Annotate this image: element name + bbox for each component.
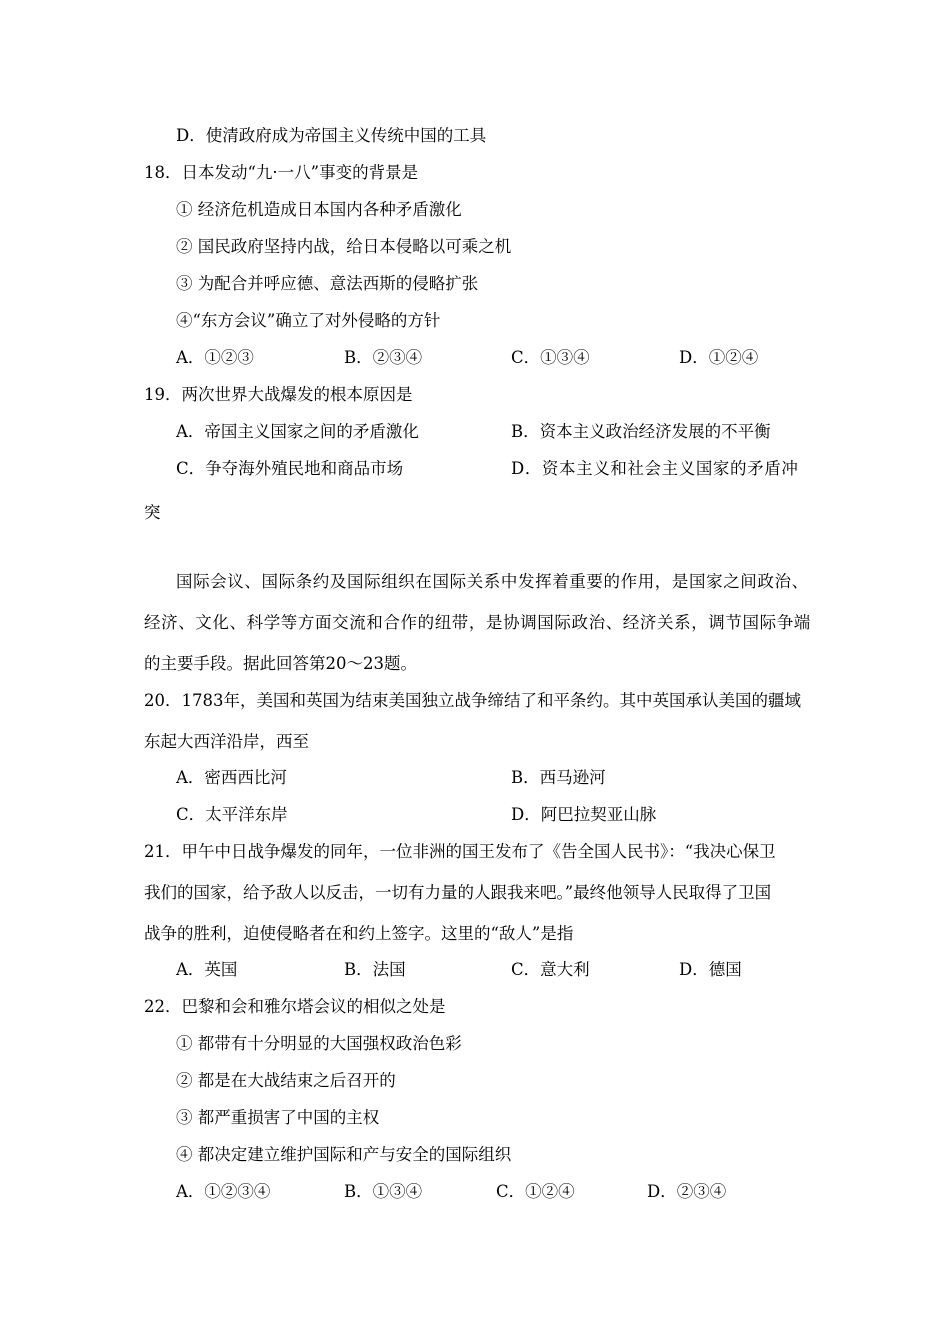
- q22-option-c: C．①②④: [496, 1182, 575, 1201]
- q19-option-a: A．帝国主义国家之间的矛盾激化: [176, 422, 419, 441]
- q19-stem: 19．两次世界大战爆发的根本原因是: [144, 385, 413, 404]
- q21-stem-line-3: 战争的胜利，迫使侵略者在和约上签字。这里的“敌人”是指: [144, 924, 574, 943]
- q22-option-a: A．①②③④: [176, 1182, 271, 1201]
- q20-option-b: B．西马逊河: [511, 768, 606, 787]
- q18-item-3: ③ 为配合并呼应德、意法西斯的侵略扩张: [176, 274, 479, 293]
- q18-option-b: B．②③④: [344, 348, 423, 367]
- q20-stem-line-2: 东起大西洋沿岸，西至: [144, 732, 309, 751]
- intro-line-2: 经济、文化、科学等方面交流和合作的纽带，是协调国际政治、经济关系，调节国际争端: [144, 613, 811, 632]
- q21-option-c: C．意大利: [511, 960, 590, 979]
- q18-option-c: C．①③④: [511, 348, 590, 367]
- q18-option-a: A．①②③: [176, 348, 254, 367]
- q20-option-a: A．密西西比河: [176, 768, 287, 787]
- q22-item-1: ① 都带有十分明显的大国强权政治色彩: [176, 1034, 462, 1053]
- q22-item-3: ③ 都严重损害了中国的主权: [176, 1108, 380, 1127]
- q19-option-c: C．争夺海外殖民地和商品市场: [176, 459, 404, 478]
- q20-option-d: D．阿巴拉契亚山脉: [511, 805, 657, 824]
- q19-option-d-wrap: 突: [144, 503, 161, 522]
- q21-stem-line-2: 我们的国家，给予敌人以反击，一切有力量的人跟我来吧。”最终他领导人民取得了卫国: [144, 883, 772, 902]
- intro-line-3: 的主要手段。据此回答第20～23题。: [144, 654, 417, 673]
- q19-option-d: D．资本主义和社会主义国家的矛盾冲: [511, 459, 799, 478]
- q18-item-2: ② 国民政府坚持内战，给日本侵略以可乘之机: [176, 237, 512, 256]
- q22-item-2: ② 都是在大战结束之后召开的: [176, 1071, 396, 1090]
- q20-option-c: C．太平洋东岸: [176, 805, 288, 824]
- q20-stem-line-1: 20．1783年，美国和英国为结束美国独立战争缔结了和平条约。其中英国承认美国的疆域: [144, 691, 801, 710]
- q18-item-4: ④“东方会议”确立了对外侵略的方针: [176, 311, 441, 330]
- q21-option-d: D．德国: [679, 960, 742, 979]
- q18-option-d: D．①②④: [679, 348, 759, 367]
- q21-stem-line-1: 21．甲午中日战争爆发的同年，一位非洲的国王发布了《告全国人民书》：“我决心保卫: [144, 842, 776, 861]
- intro-line-1: 国际会议、国际条约及国际组织在国际关系中发挥着重要的作用，是国家之间政治、: [176, 572, 809, 591]
- q19-option-b: B．资本主义政治经济发展的不平衡: [511, 422, 771, 441]
- q18-stem: 18．日本发动“九·一八”事变的背景是: [144, 163, 419, 182]
- q22-stem: 22．巴黎和会和雅尔塔会议的相似之处是: [144, 997, 446, 1016]
- q22-option-d: D．②③④: [647, 1182, 727, 1201]
- q22-option-b: B．①③④: [344, 1182, 423, 1201]
- q22-item-4: ④ 都决定建立维护国际和产与安全的国际组织: [176, 1145, 512, 1164]
- q17-option-d: D．使清政府成为帝国主义传统中国的工具: [176, 126, 487, 145]
- q21-option-a: A．英国: [176, 960, 238, 979]
- q18-item-1: ① 经济危机造成日本国内各种矛盾激化: [176, 200, 462, 219]
- q21-option-b: B．法国: [344, 960, 406, 979]
